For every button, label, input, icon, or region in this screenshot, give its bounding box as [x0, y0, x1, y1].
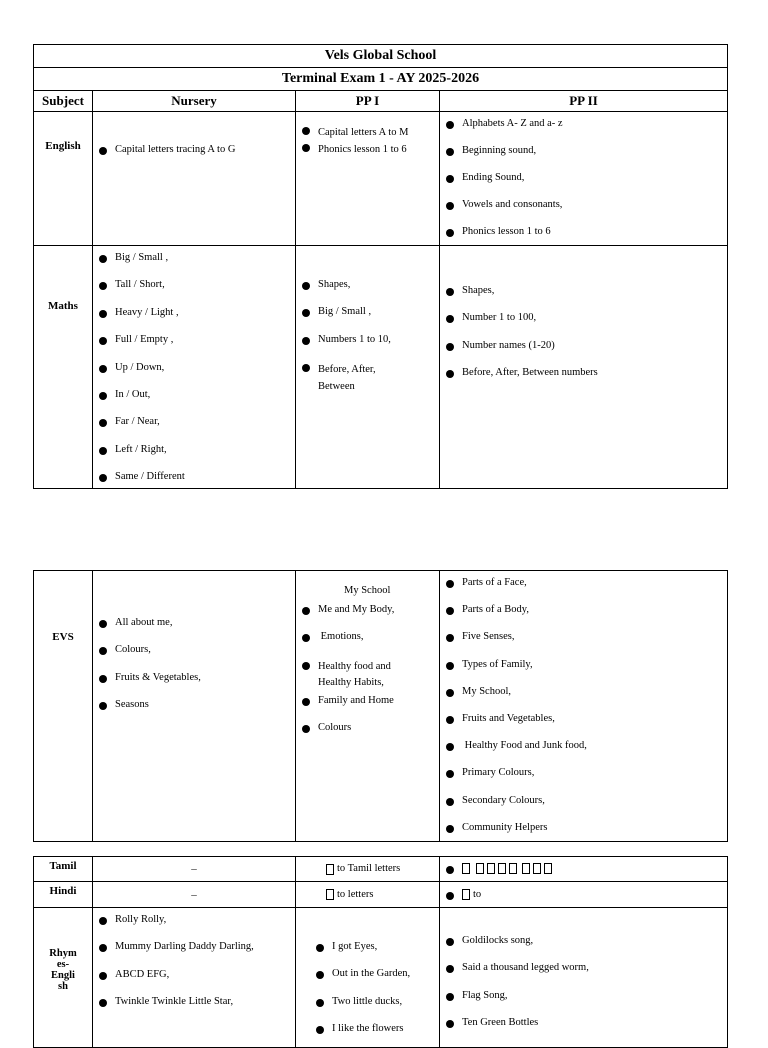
list-item: Capital letters tracing A to G: [93, 144, 295, 155]
bullet-icon: [302, 309, 310, 317]
bullet-icon: [99, 647, 107, 655]
bullet-icon: [446, 343, 454, 351]
list-item: Rolly Rolly,: [93, 914, 295, 926]
list-item: Phonics lesson 1 to 6: [440, 226, 727, 238]
header-nursery: Nursery: [93, 91, 296, 112]
bullet-icon: [302, 725, 310, 733]
bullet-icon: [446, 1020, 454, 1028]
header-pp1: PP I: [296, 91, 440, 112]
tamil-glyph-icon: [544, 863, 552, 874]
bullet-icon: [302, 634, 310, 642]
list-item: Five Senses,: [440, 631, 727, 643]
bullet-icon: [316, 944, 324, 952]
english-nursery: [93, 112, 296, 246]
bullet-icon: [446, 993, 454, 1001]
maths-pp2: [440, 246, 728, 489]
bullet-icon: [446, 175, 454, 183]
list-item: Shapes,: [296, 279, 439, 291]
list-item: Flag Song,: [440, 990, 727, 1002]
hindi-glyph-icon: [462, 889, 470, 900]
maths-pp1: [296, 246, 440, 489]
bullet-icon: [446, 662, 454, 670]
list-item: Me and My Body,: [296, 604, 439, 616]
list-item: Left / Right,: [93, 444, 295, 456]
bullet-icon: [446, 938, 454, 946]
bullet-icon: [446, 892, 454, 900]
bullet-icon: [99, 474, 107, 482]
bullet-icon: [302, 607, 310, 615]
exam-title: Terminal Exam 1 - AY 2025-2026: [34, 68, 728, 91]
bullet-icon: [446, 743, 454, 751]
list-item: Full / Empty ,: [93, 334, 295, 346]
list-item: Far / Near,: [93, 416, 295, 428]
evs-pp2: [440, 571, 728, 842]
bullet-icon: [446, 229, 454, 237]
list-item: Alphabets A- Z and a- z: [440, 118, 727, 130]
tamil-pp2: [440, 857, 728, 882]
bullet-icon: [446, 965, 454, 973]
list-item: Fruits and Vegetables,: [440, 713, 727, 725]
subject-rhymes: Rhym es- Engli sh: [34, 908, 93, 1048]
list-item: Community Helpers: [440, 822, 727, 834]
tamil-glyph-icon: [533, 863, 541, 874]
tamil-glyph-icon: [462, 863, 470, 874]
list-item: Ending Sound,: [440, 172, 727, 184]
english-pp2: [440, 112, 728, 246]
bullet-icon: [99, 310, 107, 318]
bullet-icon: [99, 972, 107, 980]
bullet-icon: [446, 825, 454, 833]
list-item: Before, After, Between numbers: [440, 367, 727, 379]
list-item: Said a thousand legged worm,: [440, 962, 727, 974]
list-item: Colours,: [93, 644, 295, 656]
list-item: Shapes,: [440, 285, 727, 297]
list-item: In / Out,: [93, 389, 295, 401]
bullet-icon: [99, 447, 107, 455]
hindi-glyph-icon: [326, 889, 334, 900]
list-item: Big / Small ,: [93, 252, 295, 264]
bullet-icon: [99, 702, 107, 710]
subject-maths: Maths: [34, 246, 93, 489]
tamil-glyph-icon: [509, 863, 517, 874]
subject-hindi: Hindi: [34, 882, 93, 908]
bullet-icon: [446, 866, 454, 874]
list-item: Types of Family,: [440, 659, 727, 671]
bullet-icon: [446, 770, 454, 778]
bullet-icon: [99, 620, 107, 628]
tamil-pp1: to Tamil letters: [296, 857, 440, 882]
list-item: Same / Different: [93, 471, 295, 483]
bullet-icon: [302, 662, 310, 670]
maths-nursery: [93, 246, 296, 489]
bullet-icon: [446, 634, 454, 642]
bullet-icon: [99, 337, 107, 345]
list-item: Healthy Food and Junk food,: [440, 740, 727, 752]
bullet-icon: [446, 202, 454, 210]
list-item: Phonics lesson 1 to 6: [296, 141, 439, 158]
bullet-icon: [99, 392, 107, 400]
list-item: Numbers 1 to 10,: [296, 334, 439, 346]
tamil-glyph-icon: [522, 863, 530, 874]
subject-evs: EVS: [34, 571, 93, 842]
bullet-icon: [99, 999, 107, 1007]
list-item: Out in the Garden,: [310, 968, 439, 980]
list-item: Emotions,: [296, 631, 439, 643]
bullet-icon: [316, 1026, 324, 1034]
english-pp1: [296, 112, 440, 246]
list-item: Parts of a Body,: [440, 604, 727, 616]
list-item: Two little ducks,: [310, 996, 439, 1008]
exam-table-2: [33, 570, 728, 842]
bullet-icon: [446, 716, 454, 724]
list-item: Ten Green Bottles: [440, 1017, 727, 1029]
rhymes-pp2: [440, 908, 728, 1048]
bullet-icon: [446, 148, 454, 156]
bullet-icon: [446, 288, 454, 296]
bullet-icon: [302, 144, 310, 152]
list-item: Mummy Darling Daddy Darling,: [93, 941, 295, 953]
list-item: ABCD EFG,: [93, 969, 295, 981]
list-item: Goldilocks song,: [440, 935, 727, 947]
bullet-icon: [99, 255, 107, 263]
list-item: Vowels and consonants,: [440, 199, 727, 211]
bullet-icon: [99, 365, 107, 373]
list-item: Healthy food and Healthy Habits,: [296, 659, 439, 691]
header-subject: Subject: [34, 91, 93, 112]
list-item: Tall / Short,: [93, 279, 295, 291]
list-item: My School,: [440, 686, 727, 698]
evs-pp1: [296, 571, 440, 842]
school-name: Vels Global School: [34, 45, 728, 68]
list-item: Big / Small ,: [296, 306, 439, 318]
list-item: Parts of a Face,: [440, 577, 727, 589]
tamil-glyph-icon: [476, 863, 484, 874]
evs-nursery: [93, 571, 296, 842]
tamil-glyph-icon: [487, 863, 495, 874]
tamil-glyph-icon: [326, 864, 334, 875]
bullet-icon: [99, 675, 107, 683]
bullet-icon: [316, 971, 324, 979]
bullet-icon: [99, 917, 107, 925]
bullet-icon: [302, 364, 310, 372]
bullet-icon: [446, 315, 454, 323]
list-item: Before, After, Between: [296, 361, 439, 395]
bullet-icon: [99, 282, 107, 290]
list-item: Family and Home: [296, 695, 439, 707]
list-item: I like the flowers: [310, 1023, 439, 1035]
list-item: Capital letters A to M: [296, 124, 439, 141]
list-item: Number names (1-20): [440, 340, 727, 352]
bullet-icon: [446, 580, 454, 588]
list-item: Number 1 to 100,: [440, 312, 727, 324]
list-item: Heavy / Light ,: [93, 307, 295, 319]
bullet-icon: [446, 370, 454, 378]
bullet-icon: [302, 282, 310, 290]
rhymes-pp1: [296, 908, 440, 1048]
hindi-nursery: –: [93, 882, 296, 908]
exam-table-1: [33, 44, 728, 489]
rhymes-nursery: [93, 908, 296, 1048]
list-item: Colours: [296, 722, 439, 734]
list-item: All about me,: [93, 617, 295, 629]
list-item: Up / Down,: [93, 362, 295, 374]
hindi-pp1: to letters: [296, 882, 440, 908]
exam-table-3: [33, 856, 728, 1048]
list-item: Fruits & Vegetables,: [93, 672, 295, 684]
bullet-icon: [446, 607, 454, 615]
evs-pp1-heading: My School: [344, 585, 391, 596]
bullet-icon: [316, 999, 324, 1007]
header-pp2: PP II: [440, 91, 728, 112]
subject-english: English: [34, 112, 93, 246]
subject-tamil: Tamil: [34, 857, 93, 882]
list-item: I got Eyes,: [310, 941, 439, 953]
list-item: Primary Colours,: [440, 767, 727, 779]
list-item: Beginning sound,: [440, 145, 727, 157]
list-item: Seasons: [93, 699, 295, 711]
bullet-icon: [302, 698, 310, 706]
hindi-pp2: [440, 882, 728, 908]
bullet-icon: [302, 127, 310, 135]
tamil-glyph-icon: [498, 863, 506, 874]
list-item: [440, 863, 727, 875]
bullet-icon: [99, 419, 107, 427]
list-item: Twinkle Twinkle Little Star,: [93, 996, 295, 1008]
tamil-nursery: –: [93, 857, 296, 882]
bullet-icon: [446, 121, 454, 129]
bullet-icon: [99, 944, 107, 952]
bullet-icon: [446, 689, 454, 697]
list-item: Secondary Colours,: [440, 795, 727, 807]
bullet-icon: [302, 337, 310, 345]
list-item: to: [440, 889, 727, 901]
bullet-icon: [99, 147, 107, 155]
bullet-icon: [446, 798, 454, 806]
